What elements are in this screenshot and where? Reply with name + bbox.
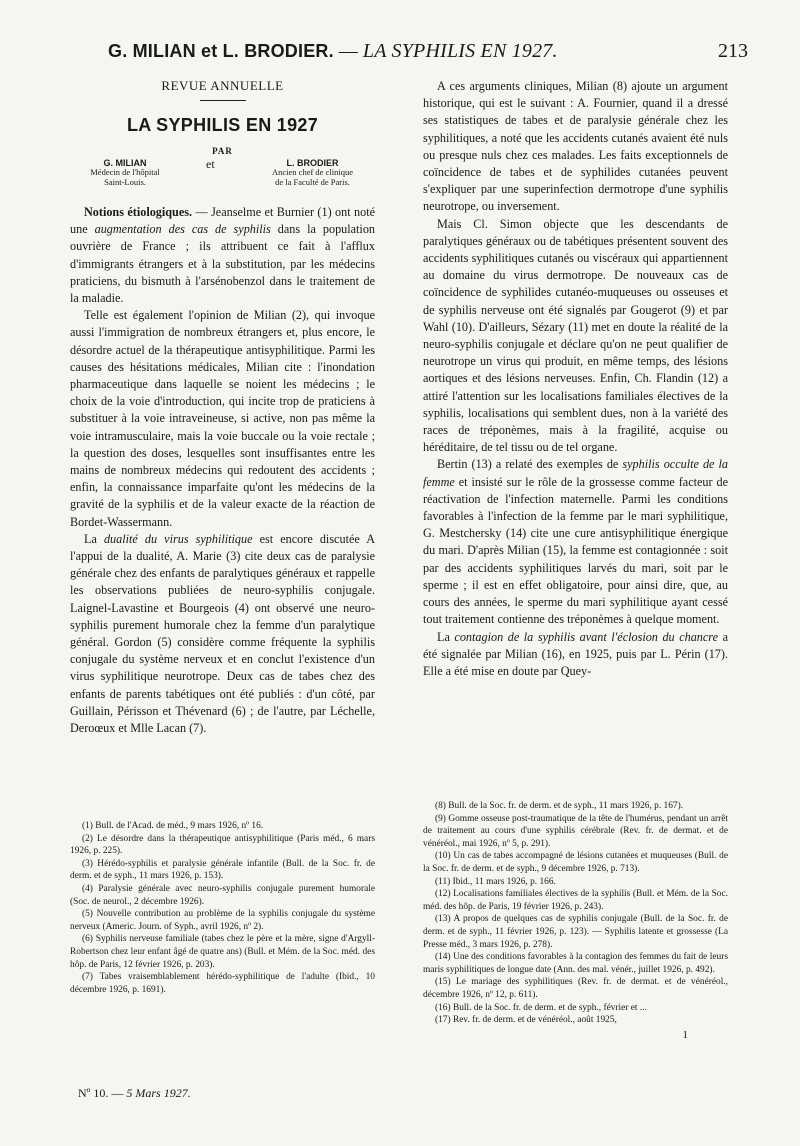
footnote: (12) Localisations familiales électives de la syphilis (Bull. et Mém. de la Soc. méd. des hôp. de Paris, 19 février 1926, p. 243). [423,889,728,912]
text-run: La [84,531,104,546]
italic-run: contagion de la syphilis avant l'éclosion du chancre [454,629,719,644]
header-title [108,40,558,63]
author1-affiliation-line2: Saint-Louis. [104,177,146,188]
page-number: 213 [718,40,748,62]
byline-par: PAR [212,146,233,156]
footnote: (1) Bull. de l'Acad. de méd., 9 mars 1926, nº 16. [82,821,264,831]
issue-footer [78,1086,191,1101]
issue-number: Nº 10. — [78,1086,127,1100]
left-column [70,78,375,737]
italic-run: augmentation des cas de syphilis [94,222,271,237]
section-kicker: REVUE ANNUELLE [161,78,284,93]
author2-affiliation-line1: Ancien chef de clinique [272,167,353,178]
text-run: est encore discutée A l'appui de la dualité, A. Marie (3) cite deux cas de paralysie générale chez des enfants de paralytiques généraux et rappelle les observations publiées de neuro-syphilis conjugale. Laignel-Lavastine et Bourgeois (4) ont observé une neuro-syphilis purement humorale chez la femme d'un paralytique général. Gordon (5) considère comme fréquente la syphilis conjugale du système nerveux et en conclut l'existence d'un virus syphilitique neurotrope. Deux cas de tabes chez des enfants de parents tabétiques ont été publiés : d'un côté, par Guillain, Périsson et Thévenard (6) ; de l'autre, par Léchelle, Deroœux et Mlle Lacan (7). [70,531,375,736]
paragraph-occult-syphilis [423,456,728,628]
paragraph-etiology [70,204,375,307]
paragraph-historical-argument: A ces arguments cliniques, Milian (8) ajoute un argument historique, qui est le suivant : A. Fournier, quand il a dressé ses statistiques de tabes et de paralysie générale chez les syphilitiques, a noté que les accidents cutanés avaient été nuls ou presque nuls chez ces malades. Les faits exceptionnels de coïncidence de tabes et de syphilides cutanées peuvent s'expliquer par une superinfection dermotrope d'une syphilis neurotrope, ou inversement. [423,79,728,214]
footnotes-left [70,820,375,996]
author2-name: L. BRODIER [286,158,339,168]
running-header [108,40,748,74]
author-conjunction: et [206,157,215,171]
author2-affiliation-line2: de la Faculté de Paris. [275,177,350,188]
kicker-divider [200,100,246,101]
footnote: (16) Bull. de la Soc. fr. de derm. et de syph., février et ... [435,1002,647,1013]
header-running-title: LA SYPHILIS EN 1927. [362,40,558,62]
text-run: et insisté sur le rôle de la grossesse comme facteur de réactivation de l'infection maternelle. Parmi les conditions favorables à l'infection de la femme par le mari syphilitique, G. Mestchersky (14) cite une cure antisyphilitique énergique du mari. D'après Milian (15), la femme est contagionnée : soit par des accidents syphilitiques larvés du mari, soit par le sperme ; il est en effet obligatoire, pour ainsi dire, que, au cours des années, le sperme du mari syphilitique ayant cessé tout traitement contienne des tréponèmes à quelque moment. [423,474,728,627]
section-lead: Notions étiologiques. [84,205,193,219]
footnote: (10) Un cas de tabes accompagné de lésions cutanées et muqueuses (Bull. de la Soc. fr. de derm. et de syph., 9 décembre 1926, p. 713). [423,851,728,874]
signature-mark: 1 [682,1028,688,1041]
paragraph-simon-objection: Mais Cl. Simon objecte que les descendants de paralytiques généraux ou de tabétiques présentent souvent des accidents syphilitiques cutanés ou viscéraux qui appartiennent au domaine du virus dermotrope. De nouveaux cas de coïncidence de syphilides cutanéo-muqueuses ou osseuses et de syphilis nerveuse ont été signalés par Gougerot (9) et par Wahl (10). D'ailleurs, Sézary (11) met en doute la réalité de la neuro-syphilis conjugale et déclare qu'on ne peut qualifier de neurotrope un virus qui produit, en même temps, des lésions aortiques et des lésions nerveuses. Enfin, Ch. Flandin (12) a attiré l'attention sur les localisations familiales électives de la syphilis, localisations qui semblent dues, non à la variété des races de tréponèmes, mais à la fragilité, acquise ou héréditaire, de tel tissu ou de tel organe. [423,216,728,455]
footnote: (4) Paralysie générale avec neuro-syphilis conjugale purement humorale (Soc. de neurol., 2 décembre 1926). [70,883,375,907]
right-body-text [423,78,728,680]
author-milian [70,158,180,188]
italic-run: syphilis occulte de la femme [423,457,728,489]
footnote: (17) Rev. fr. de derm. et de vénéréol., août 1925, [435,1015,617,1026]
footnote: (11) Ibid., 11 mars 1926, p. 166. [435,876,556,887]
paragraph-dualite [70,531,375,737]
header-separator: — [333,41,363,62]
text-run: a été signalée par Milian (16), en 1925, puis par L. Périn (17). Elle a été mise en doute par Quey- [423,629,728,678]
footnote: (8) Bull. de la Soc. fr. de derm. et de syph., 11 mars 1926, p. 167). [435,801,684,811]
author-block [70,158,375,204]
footnote: (13) A propos de quelques cas de syphilis conjugale (Bull. de la Soc. fr. de derm. et de syph., 11 février 1926, p. 123). — Syphilis latente et grossesse (La Presse méd., 3 mars 1926, p. 278). [423,914,728,950]
right-column [423,78,728,680]
article-title: LA SYPHILIS EN 1927 [126,115,319,135]
header-authors: G. MILIAN et L. BRODIER. [108,41,334,61]
footnote: (6) Syphilis nerveuse familiale (tabes chez le père et la mère, signe d'Argyll-Robertson chez leur enfant âgé de quatre ans) (Bull. et Mém. de la Soc. méd. des hôp. de Paris, 12 février 1926, p. 203). [70,934,375,970]
footnote: (7) Tabes vraisemblablement hérédo-syphilitique de l'adulte (Ibid., 10 décembre 1926, p. 1691). [70,972,375,995]
text-run: — Jeanselme et Burnier (1) ont noté une [70,205,376,237]
author-brodier [250,158,375,188]
footnote: (5) Nouvelle contribution au problème de la syphilis conjugale du système nerveux (Americ. Journ. of Syph., avril 1926, nº 2). [70,909,375,932]
paragraph-milian-opinion: Telle est également l'opinion de Milian (2), qui invoque aussi l'immigration de nombreux étrangers et, plus encore, le désordre actuel de la thérapeutique antisyphilitique. Parmi les causes des hésitations médicales, Milian cite : l'inondation pharmaceutique dans laquelle se noient les médecins ; le choix de la voie d'introduction, qui incite trop de praticiens à substituer à la voie intraveineuse, si active, non pas même la voie intramusculaire, mais la voie buccale ou la voie rectale ; la question des doses, lesquelles sont insuffisantes entre les mains de nombreux médecins qui redoutent des accidents ; enfin, la connaissance imparfaite qu'ont les médecins de la gravité de la syphilis et de la valeur exacte de la réaction de Bordet-Wassermann. [70,308,375,529]
footnote: (14) Une des conditions favorables à la contagion des femmes du fait de leurs maris syphilitiques de longue date (Ann. des mal. vénér., juillet 1926, p. 492). [423,952,728,975]
author1-name: G. MILIAN [103,158,147,168]
footnotes-right [423,800,728,1041]
italic-run: dualité du virus syphilitique [103,531,253,546]
footnote: (15) Le mariage des syphilitiques (Rev. fr. de dermat. et de vénéréol., décembre 1926, nº 12, p. 611). [423,977,728,1000]
footnote: (2) Le désordre dans la thérapeutique antisyphilitique (Paris méd., 6 mars 1926, p. 225). [70,833,375,857]
text-run: dans la population ouvrière de France ; ils attribuent ce fait à l'afflux d'immigrants étrangers et à la substitution, par les médecins praticiens, du bismuth à l'arsénobenzol dans le traitement de la maladie. [70,222,376,306]
text-run: Bertin (13) a relaté des exemples de [437,457,623,472]
author1-affiliation-line1: Médecin de l'hôpital [90,167,160,178]
text-run: La [437,629,455,644]
issue-date: 5 Mars 1927. [126,1086,191,1100]
footnote: (3) Hérédo-syphilis et paralysie générale infantile (Bull. de la Soc. fr. de derm. et de syph., 11 mars 1926, p. 153). [70,858,375,882]
left-body-text [70,204,375,737]
footnote: (9) Gomme osseuse post-traumatique de la tête de l'humérus, pendant un arrêt de traitement au cours d'une syphilis cérébrale (Rev. fr. de dermat. et de vénéréol., mai 1926, nº 5, p. 291). [423,813,728,849]
paragraph-contagion [423,629,728,681]
